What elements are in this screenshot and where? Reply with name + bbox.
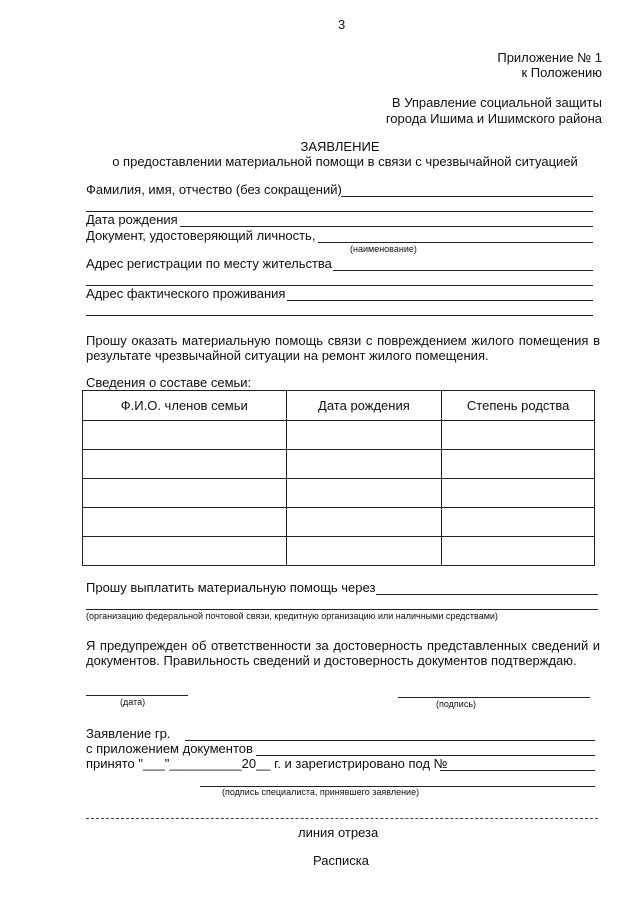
table-cell[interactable] (286, 537, 442, 566)
family-heading: Сведения о составе семьи: (86, 375, 252, 390)
column-relation: Степень родства (442, 391, 595, 421)
table-cell[interactable] (83, 421, 287, 450)
cut-dashed-line (86, 818, 598, 819)
addressee-line-1: В Управление социальной защиты (391, 95, 602, 110)
actual-address-input-line[interactable] (287, 300, 593, 301)
registration-number-line[interactable] (440, 770, 595, 771)
birth-input-line[interactable] (180, 226, 593, 227)
fio-input-line[interactable] (341, 196, 593, 197)
table-cell[interactable] (442, 421, 595, 450)
appendix-line-2: к Положению (521, 65, 602, 80)
column-fio: Ф.И.О. членов семьи (83, 391, 287, 421)
document-input-line[interactable] (318, 242, 593, 243)
page-number: 3 (338, 17, 346, 32)
document-title: ЗАЯВЛЕНИЕ (300, 139, 380, 154)
table-cell[interactable] (442, 537, 595, 566)
table-cell[interactable] (442, 479, 595, 508)
family-table-header (83, 391, 595, 421)
date-signature-line[interactable] (86, 695, 188, 696)
table-cell[interactable] (83, 537, 287, 566)
specialist-hint: (подпись специалиста, принявшего заявление) (222, 787, 420, 797)
payment-input-line[interactable] (376, 594, 598, 595)
table-cell[interactable] (286, 479, 442, 508)
table-cell[interactable] (83, 450, 287, 479)
warning-text: Я предупрежден об ответственности за достоверность представленных сведений и документов. Правильность сведений и достоверность документов подтверждаю. (86, 638, 600, 668)
date-hint: (дата) (120, 697, 146, 707)
table-cell[interactable] (286, 508, 442, 537)
table-cell[interactable] (442, 450, 595, 479)
table-row (83, 450, 595, 479)
table-cell[interactable] (83, 479, 287, 508)
table-cell[interactable] (442, 508, 595, 537)
registration-line-3: принято "___"__________20__ г. и зарегистрировано под № (86, 756, 448, 771)
reg-address-input-line[interactable] (333, 270, 593, 271)
receipt-title: Расписка (313, 853, 369, 868)
registration-line-1: Заявление гр. (86, 726, 171, 741)
payment-hint: (организацию федеральной почтовой связи, кредитную организацию или наличными средствами) (86, 611, 498, 621)
payment-label: Прошу выплатить материальную помощь через (86, 580, 376, 595)
table-row (83, 537, 595, 566)
birth-label: Дата рождения (86, 212, 178, 227)
table-row (83, 479, 595, 508)
request-text: Прошу оказать материальную помощь связи с повреждением жилого помещения в результате чрезвычайной ситуации на ремонт жилого помещения. (86, 333, 600, 363)
document-label: Документ, удостоверяющий личность, (86, 228, 316, 243)
sign-signature-line[interactable] (398, 697, 590, 698)
registration-line-2: с приложением документов (86, 741, 253, 756)
sign-hint: (подпись) (436, 699, 477, 709)
table-cell[interactable] (83, 508, 287, 537)
reg-address-label: Адрес регистрации по месту жительства (86, 256, 332, 271)
document-subtitle: о предоставлении материальной помощи в связи с чрезвычайной ситуацией (112, 154, 578, 169)
actual-address-label: Адрес фактического проживания (86, 286, 286, 301)
addressee-line-2: города Ишима и Ишимского района (385, 111, 602, 126)
family-table (82, 390, 595, 566)
appendix-line-1: Приложение № 1 (497, 50, 602, 65)
document-hint: (наименование) (350, 244, 417, 254)
column-birth-date: Дата рождения (286, 391, 442, 421)
table-row (83, 421, 595, 450)
cut-line-label: линия отреза (298, 825, 379, 840)
actual-address-input-line-2[interactable] (86, 315, 593, 316)
table-cell[interactable] (286, 450, 442, 479)
table-cell[interactable] (286, 421, 442, 450)
fio-label: Фамилия, имя, отчество (без сокращений) (86, 182, 342, 197)
payment-input-line-2[interactable] (86, 609, 598, 610)
table-row (83, 508, 595, 537)
